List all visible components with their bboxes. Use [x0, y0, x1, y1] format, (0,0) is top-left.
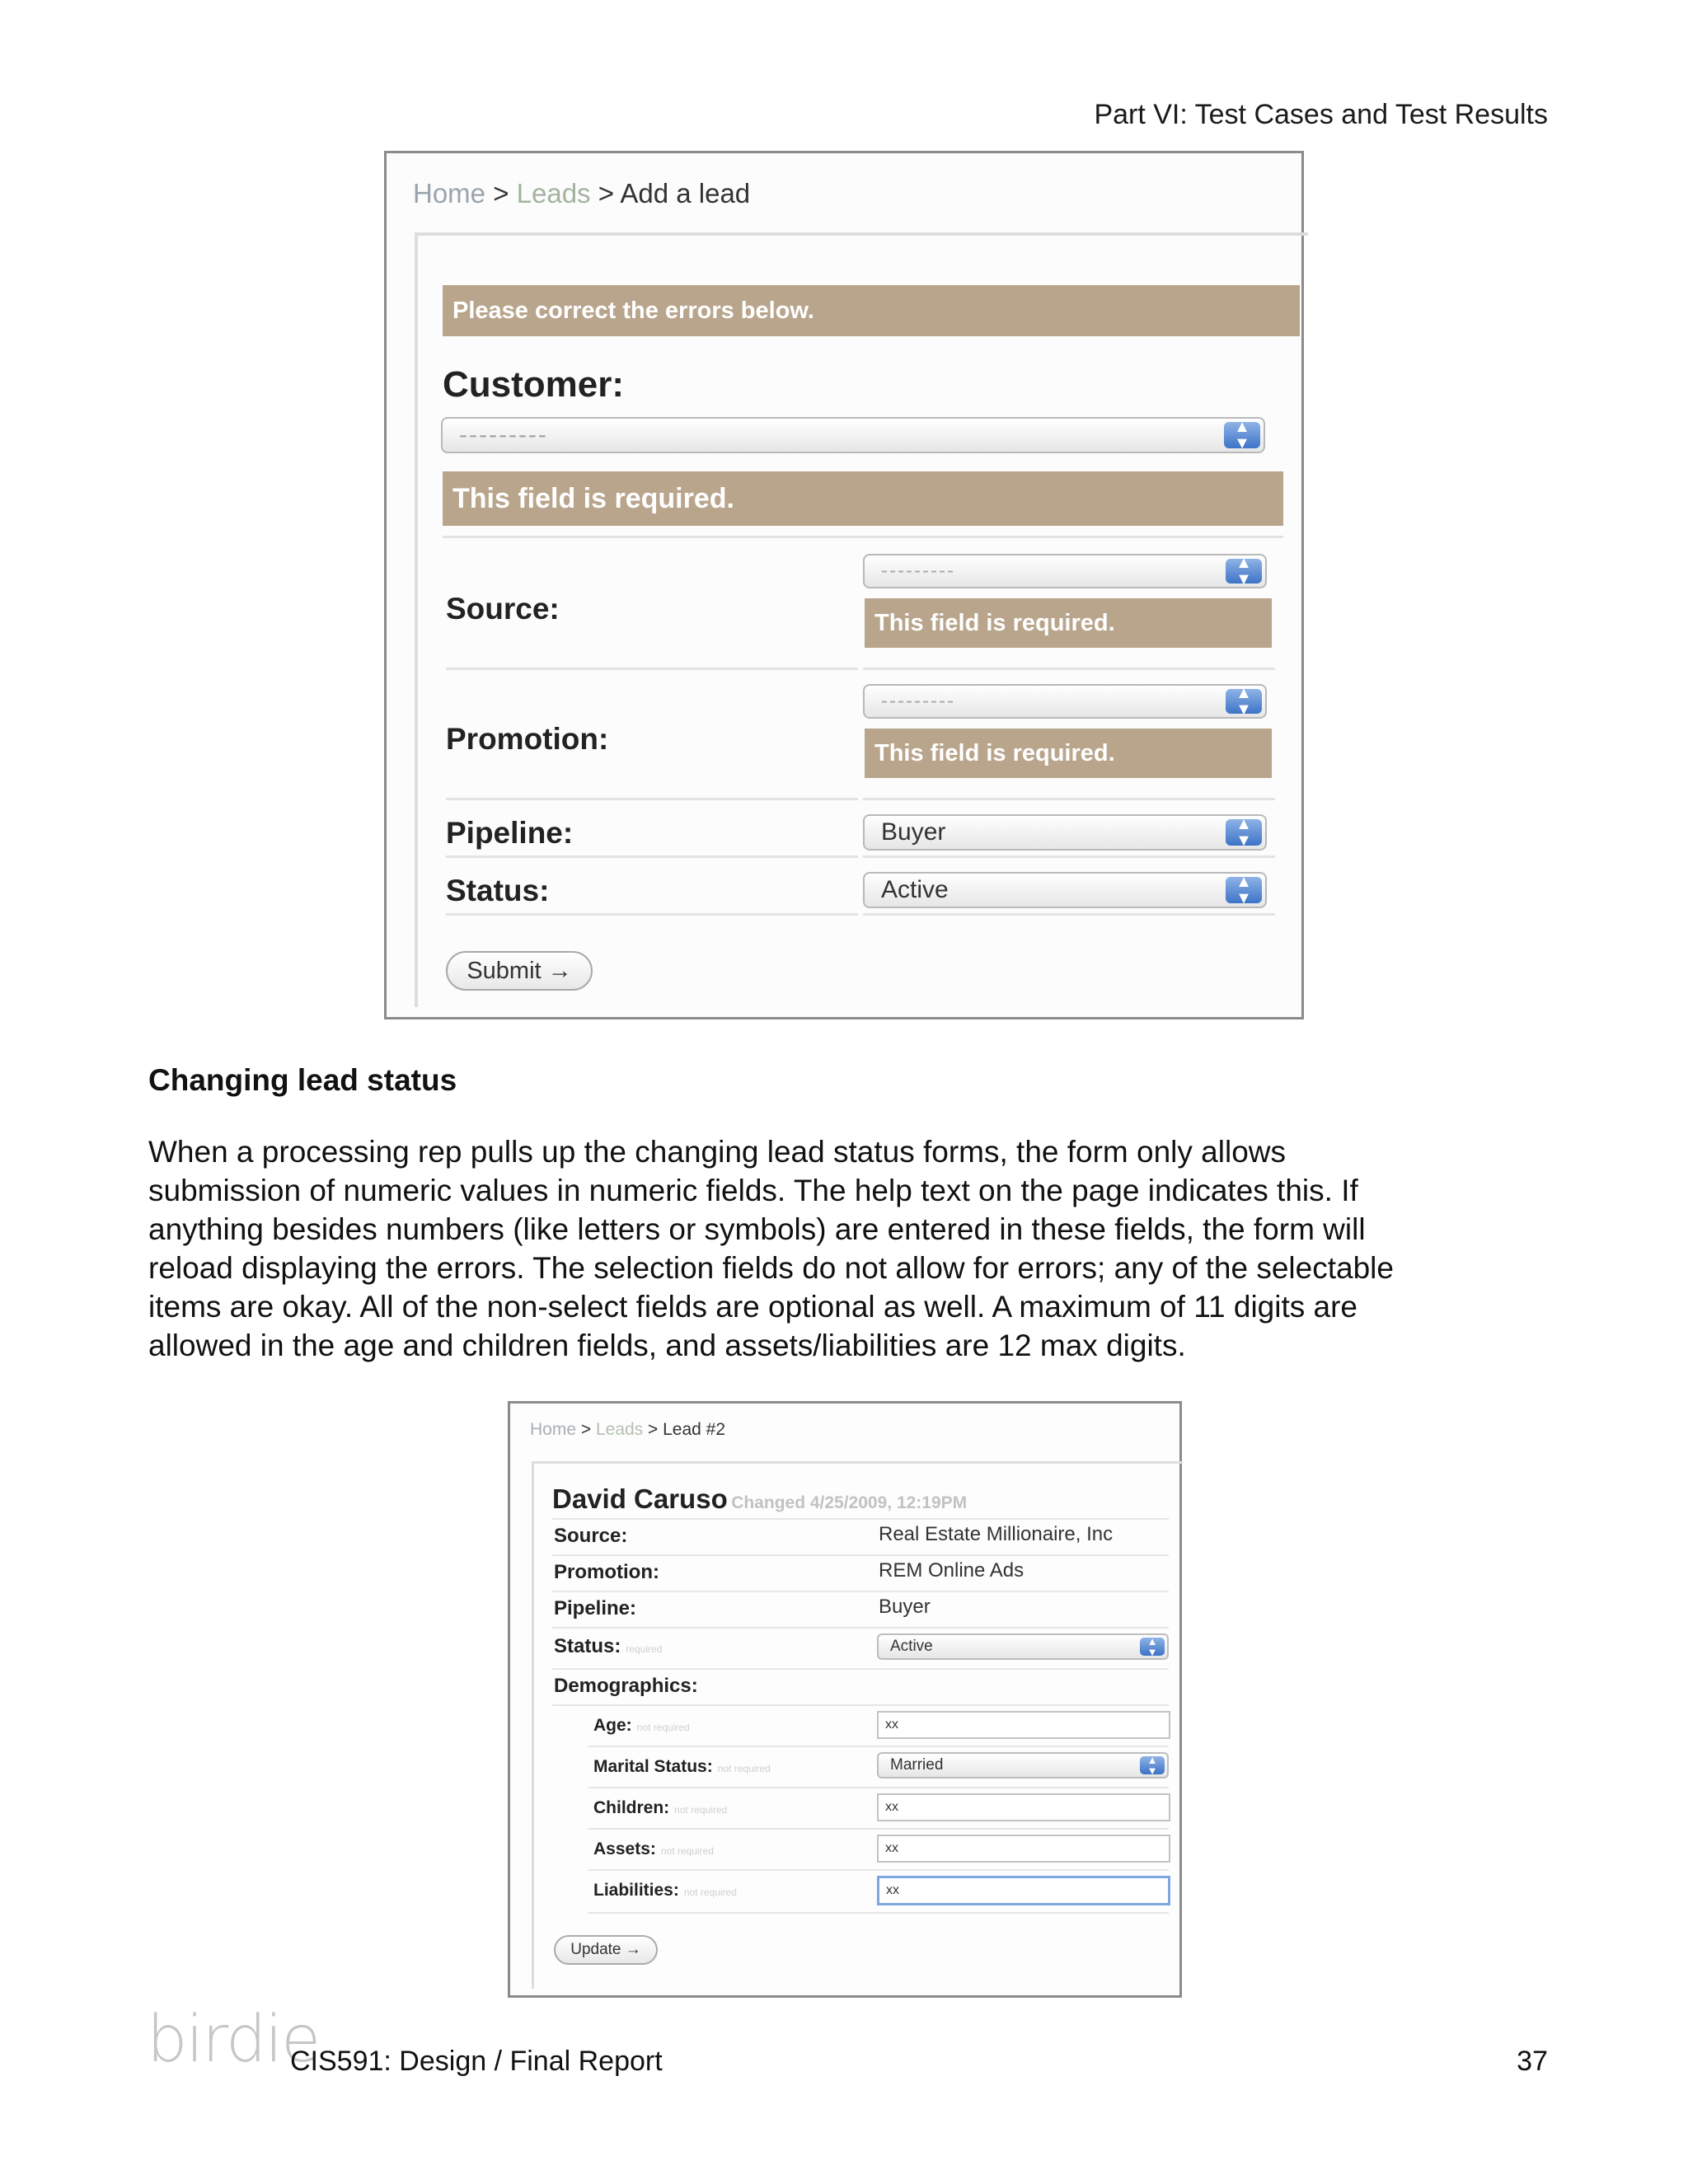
divider — [446, 855, 858, 858]
submit-button[interactable]: Submit → — [446, 951, 593, 991]
pipeline-select-value: Buyer — [881, 818, 946, 846]
status-select[interactable] — [863, 872, 1267, 908]
source-select[interactable] — [863, 554, 1267, 588]
promotion-select[interactable] — [863, 684, 1267, 719]
breadcrumb — [530, 1420, 725, 1440]
promotion-select-value: --------- — [881, 690, 955, 712]
paragraph-line: reload displaying the errors. The selection fields do not allow for errors; any of the selectable — [148, 1251, 1394, 1285]
customer-select[interactable] — [441, 417, 1265, 453]
age-hint: not required — [636, 1722, 690, 1733]
assets-label — [593, 1840, 714, 1859]
select-arrows-icon: ▲ ▼ — [1140, 1756, 1165, 1774]
pipeline-value: Buyer — [879, 1596, 931, 1618]
paragraph-line: submission of numeric values in numeric fields. The help text on the page indicates this. If — [148, 1174, 1358, 1207]
age-label-text: Age: — [593, 1716, 632, 1735]
select-arrows-icon: ▲ ▼ — [1226, 689, 1262, 714]
breadcrumb-home-link[interactable]: Home — [413, 178, 486, 209]
divider — [588, 1912, 1169, 1914]
select-arrows-icon: ▲ ▼ — [1226, 559, 1262, 583]
liabilities-label — [593, 1881, 737, 1900]
pipeline-label: Pipeline: — [554, 1597, 637, 1619]
paragraph-line: anything besides numbers (like letters or symbols) are entered in these fields, the form will — [148, 1212, 1366, 1246]
marital-status-select[interactable] — [877, 1752, 1169, 1779]
birdie-logo: birdie — [147, 2003, 320, 2077]
pipeline-select[interactable] — [863, 814, 1267, 851]
divider — [552, 1704, 1169, 1706]
page-header: Part VI: Test Cases and Test Results — [1094, 99, 1548, 130]
divider — [588, 1746, 1169, 1747]
select-arrows-icon: ▲ ▼ — [1226, 877, 1262, 903]
promotion-label: Promotion: — [446, 722, 609, 756]
divider — [443, 536, 1283, 538]
children-input[interactable]: xx — [877, 1793, 1170, 1821]
lead-detail-screenshot — [508, 1401, 1182, 1998]
source-value: Real Estate Millionaire, Inc — [879, 1523, 1114, 1545]
customer-select-value: --------- — [459, 421, 548, 448]
source-label: Source: — [554, 1525, 628, 1547]
status-hint: required — [626, 1643, 663, 1655]
divider — [552, 1627, 1169, 1629]
divider — [552, 1668, 1169, 1670]
liabilities-hint: not required — [683, 1886, 737, 1898]
source-error: This field is required. — [865, 598, 1272, 648]
breadcrumb-separator: > — [590, 178, 621, 209]
promotion-error: This field is required. — [865, 729, 1272, 778]
divider — [588, 1787, 1169, 1788]
changed-timestamp: Changed 4/25/2009, 12:19PM — [731, 1493, 968, 1512]
assets-hint: not required — [660, 1845, 714, 1857]
form-error-banner: Please correct the errors below. — [443, 285, 1300, 336]
status-select[interactable] — [877, 1633, 1169, 1660]
promotion-label: Promotion: — [554, 1561, 659, 1583]
select-arrows-icon: ▲ ▼ — [1140, 1638, 1165, 1656]
liabilities-input[interactable]: xx — [877, 1876, 1170, 1905]
divider — [446, 913, 858, 916]
breadcrumb-current: Lead #2 — [663, 1420, 726, 1439]
breadcrumb-current: Add a lead — [620, 178, 751, 209]
lead-heading — [552, 1483, 967, 1515]
children-hint: not required — [674, 1804, 728, 1816]
breadcrumb-separator: > — [643, 1420, 663, 1439]
divider — [863, 798, 1275, 800]
add-lead-screenshot — [384, 151, 1304, 1019]
status-label: Status: — [446, 874, 550, 907]
demographics-label: Demographics: — [554, 1675, 698, 1697]
divider — [552, 1591, 1169, 1592]
children-label — [593, 1798, 727, 1818]
customer-label: Customer: — [443, 364, 625, 405]
paragraph-line: items are okay. All of the non-select fields are optional as well. A maximum of 11 digits are — [148, 1290, 1358, 1324]
age-input[interactable]: xx — [877, 1711, 1170, 1739]
marital-status-select-value: Married — [890, 1756, 944, 1774]
breadcrumb — [413, 178, 750, 209]
select-arrows-icon: ▲ ▼ — [1224, 422, 1260, 448]
source-select-value: --------- — [881, 560, 955, 582]
age-label — [593, 1716, 690, 1736]
customer-error: This field is required. — [443, 471, 1283, 526]
assets-input[interactable]: xx — [877, 1835, 1170, 1863]
breadcrumb-leads-link[interactable]: Leads — [516, 178, 591, 209]
divider — [446, 668, 858, 670]
paragraph-line: allowed in the age and children fields, and assets/liabilities are 12 max digits. — [148, 1329, 1186, 1362]
select-arrows-icon: ▲ ▼ — [1226, 819, 1262, 846]
divider — [863, 855, 1275, 858]
breadcrumb-separator: > — [576, 1420, 596, 1439]
status-select-value: Active — [881, 876, 949, 903]
marital-status-hint: not required — [717, 1763, 771, 1774]
promotion-value: REM Online Ads — [879, 1559, 1025, 1582]
add-lead-form — [415, 232, 1308, 1007]
divider — [588, 1869, 1169, 1871]
marital-status-label — [593, 1757, 771, 1777]
lead-name: David Caruso — [552, 1483, 728, 1514]
divider — [588, 1828, 1169, 1830]
breadcrumb-home-link[interactable]: Home — [530, 1420, 577, 1439]
page-number: 37 — [1517, 2046, 1548, 2077]
divider — [446, 798, 858, 800]
status-select-value: Active — [890, 1638, 933, 1655]
paragraph-line: When a processing rep pulls up the changing lead status forms, the form only allows — [148, 1135, 1287, 1169]
status-label — [554, 1635, 662, 1658]
breadcrumb-leads-link[interactable]: Leads — [595, 1420, 644, 1439]
marital-status-label-text: Marital Status: — [593, 1757, 713, 1776]
breadcrumb-separator: > — [485, 178, 517, 209]
update-button[interactable]: Update → — [554, 1935, 658, 1965]
divider — [552, 1518, 1169, 1520]
divider — [863, 668, 1275, 670]
divider — [552, 1554, 1169, 1556]
divider — [863, 913, 1275, 916]
lead-detail-form — [532, 1461, 1183, 1989]
assets-label-text: Assets: — [593, 1840, 656, 1858]
status-label-text: Status: — [554, 1635, 621, 1657]
pipeline-label: Pipeline: — [446, 816, 574, 850]
footer-text: CIS591: Design / Final Report — [290, 2046, 663, 2077]
children-label-text: Children: — [593, 1798, 670, 1817]
body-paragraph — [148, 1132, 1566, 1365]
liabilities-label-text: Liabilities: — [593, 1881, 679, 1900]
source-label: Source: — [446, 592, 560, 626]
section-title: Changing lead status — [148, 1063, 457, 1097]
